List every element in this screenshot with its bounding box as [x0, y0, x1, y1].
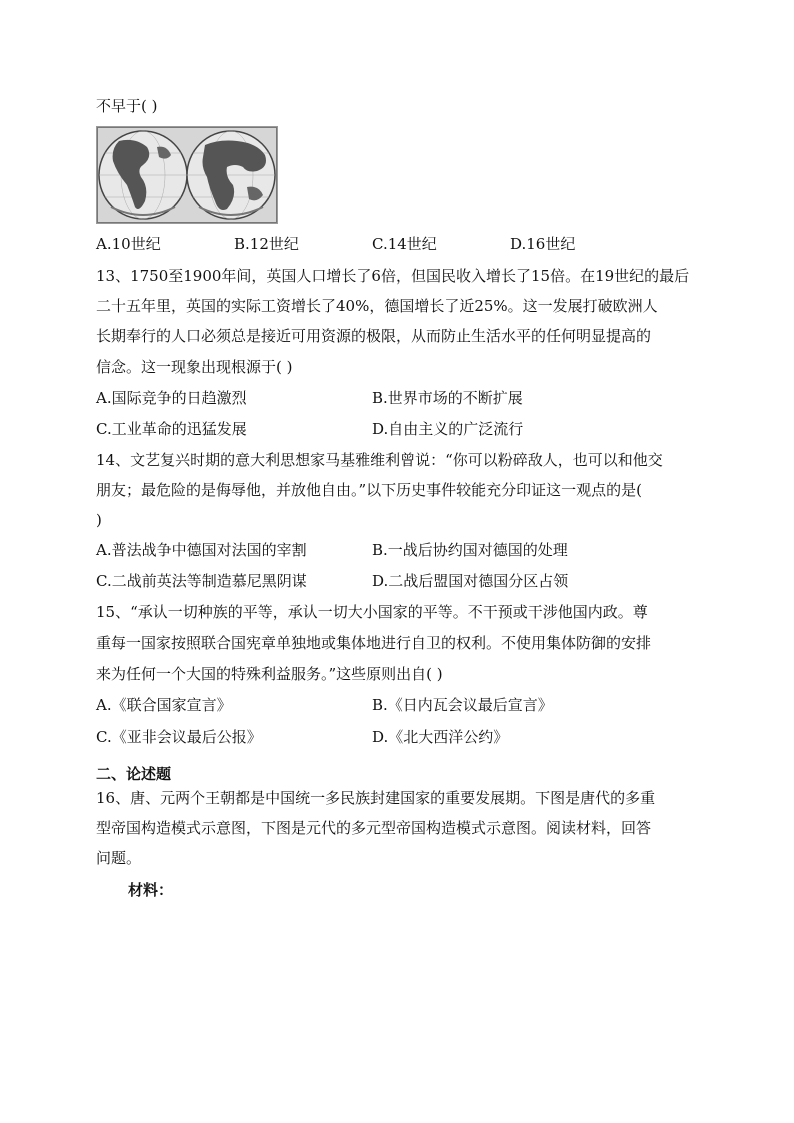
q15-option-d: D.《北大西洋公约》 [372, 728, 509, 746]
q13-line-3: 长期奉行的人口必须总是接近可用资源的极限，从而防止生活水平的任何明显提高的 [96, 327, 652, 345]
q14-option-d: D.二战后盟国对德国分区占领 [372, 572, 569, 590]
world-map-image [96, 126, 278, 224]
q12-tail: 不早于( ) [96, 97, 158, 115]
q15-line-2: 重每一国家按照联合国宪章单独地或集体地进行自卫的权利。不使用集体防御的安排 [96, 634, 652, 652]
material-label: 材料： [128, 881, 174, 899]
q13-option-d: D.自由主义的广泛流行 [372, 420, 524, 438]
section-heading: 二、论述题 [96, 765, 172, 783]
q13-line-2: 二十五年里，英国的实际工资增长了40%，德国增长了近25%。这一发展打破欧洲人 [96, 297, 658, 315]
q12-option-b: B.12世纪 [234, 235, 299, 253]
q13-line-1: 13、1750至1900年间，英国人口增长了6倍，但国民收入增长了15倍。在19世纪的最后 [96, 267, 690, 285]
q15-option-a: A.《联合国家宣言》 [96, 696, 232, 714]
q14-line-2: 朋友；最危险的是侮辱他，并放他自由。”以下历史事件较能充分印证这一观点的是( [96, 481, 643, 499]
q14-option-c: C.二战前英法等制造慕尼黑阴谋 [96, 572, 307, 590]
q13-option-c: C.工业革命的迅猛发展 [96, 420, 247, 438]
q14-option-b: B.一战后协约国对德国的处理 [372, 541, 568, 559]
q14-line-3: ) [96, 511, 102, 529]
q15-line-1: 15、“承认一切种族的平等，承认一切大小国家的平等。不干预或干涉他国内政。尊 [96, 603, 648, 621]
q15-option-c: C.《亚非会议最后公报》 [96, 728, 262, 746]
q13-line-4: 信念。这一现象出现根源于( ) [96, 358, 293, 376]
q15-line-3: 来为任何一个大国的特殊利益服务。”这些原则出自( ) [96, 665, 443, 683]
q16-line-1: 16、唐、元两个王朝都是中国统一多民族封建国家的重要发展期。下图是唐代的多重 [96, 789, 656, 807]
q14-line-1: 14、文艺复兴时期的意大利思想家马基雅维利曾说：“你可以粉碎敌人，也可以和他交 [96, 451, 663, 469]
q14-option-a: A.普法战争中德国对法国的宰割 [96, 541, 307, 559]
q13-option-b: B.世界市场的不断扩展 [372, 389, 523, 407]
q12-option-d: D.16世纪 [510, 235, 576, 253]
q13-option-a: A.国际竞争的日趋激烈 [96, 389, 247, 407]
q15-option-b: B.《日内瓦会议最后宣言》 [372, 696, 553, 714]
q16-line-2: 型帝国构造模式示意图，下图是元代的多元型帝国构造模式示意图。阅读材料，回答 [96, 819, 652, 837]
q16-line-3: 问题。 [96, 849, 142, 867]
q12-option-c: C.14世纪 [372, 235, 437, 253]
q12-option-a: A.10世纪 [96, 235, 161, 253]
